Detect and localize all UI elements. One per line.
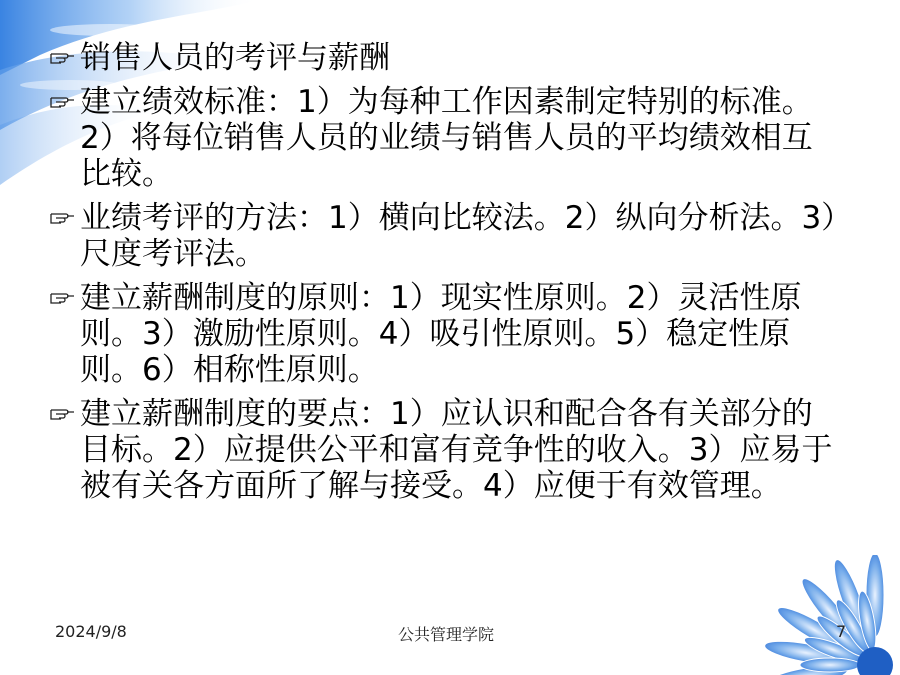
pointing-hand-icon (50, 84, 80, 120)
bullet-item (50, 280, 840, 388)
footer-date: 2024/9/8 (55, 622, 127, 641)
bullet-text: 建立薪酬制度的要点：1）应认识和配合各有关部分的目标。2）应提供公平和富有竞争性的收入。3）应易于被有关各方面所了解与接受。4）应便于有效管理。 (80, 396, 833, 504)
blue-flower-decoration (725, 555, 900, 675)
pointing-hand-icon (50, 200, 80, 236)
bullet-text: 建立薪酬制度的原则：1）现实性原则。2）灵活性原则。3）激励性原则。4）吸引性原则。5）稳定性原则。6）相称性原则。 (80, 280, 802, 388)
page-number: 7 (836, 622, 847, 641)
bullet-item (50, 40, 840, 76)
bullet-item (50, 84, 840, 192)
pointing-hand-icon (50, 396, 80, 432)
bullet-text: 业绩考评的方法：1）横向比较法。2）纵向分析法。3）尺度考评法。 (80, 200, 837, 272)
pointing-hand-icon (50, 40, 80, 76)
bullet-text: 建立绩效标准：1）为每种工作因素制定特别的标准。2）将每位销售人员的业绩与销售人员的平均绩效相互比较。 (80, 84, 813, 192)
footer-organization: 公共管理学院 (398, 625, 495, 644)
bullet-item (50, 396, 840, 504)
bullet-item (50, 200, 840, 272)
slide-body (50, 40, 840, 512)
pointing-hand-icon (50, 280, 80, 316)
bullet-text: 销售人员的考评与薪酬 (80, 40, 390, 76)
